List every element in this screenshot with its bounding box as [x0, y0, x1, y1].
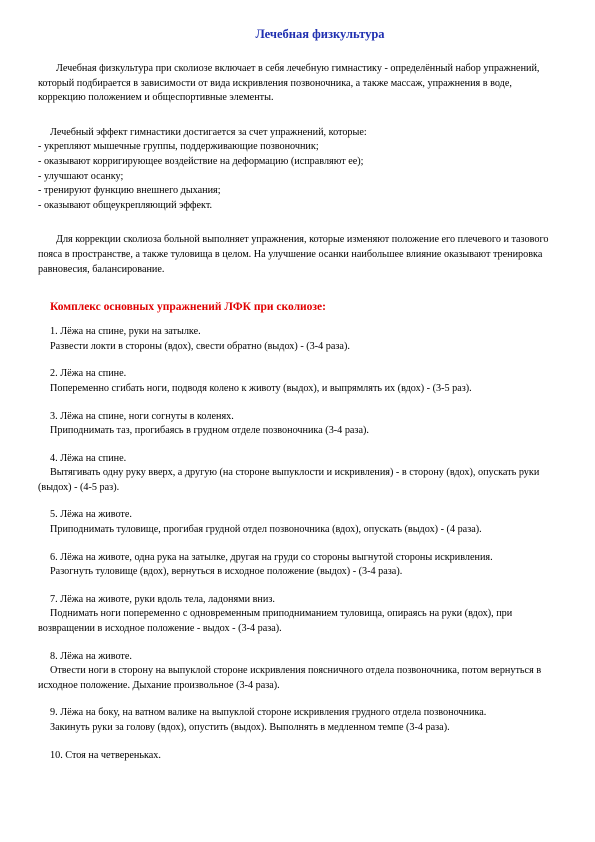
effect-section — [38, 126, 560, 214]
exercise-description: Поднимать ноги попеременно с одновременным приподниманием туловища, опираясь на руки (вдох), при возвращении в исходное положение - выдох - (3-4 раза). — [38, 608, 513, 635]
exercise-item — [38, 452, 560, 496]
exercise-item — [38, 508, 560, 537]
exercise-description: Попеременно сгибать ноги, подводя колено к животу (выдох), и выпрямлять их (вдох) - (3-5 раз). — [50, 382, 472, 394]
exercise-item — [38, 410, 560, 439]
complex-heading: Комплекс основных упражнений ЛФК при сколиозе: — [50, 301, 326, 314]
exercise-heading: 6. Лёжа на животе, одна рука на затылке, другая на груди со стороны выгнутой стороны искривления. — [50, 551, 493, 563]
exercise-description: Закинуть руки за голову (вдох), опустить (выдох). Выполнять в медленном темпе (3-4 раза). — [50, 722, 450, 733]
exercise-heading: 10. Стоя на четвереньках. — [50, 749, 161, 761]
effect-item: - укрепляют мышечные группы, поддерживающие позвоночник; — [38, 141, 319, 153]
exercise-description: Развести локти в стороны (вдох), свести обратно (выдох) - (3-4 раза). — [50, 340, 350, 352]
effect-lead: Лечебный эффект гимнастики достигается за счет упражнений, которые: — [50, 126, 367, 138]
exercise-heading: 4. Лёжа на спине. — [50, 452, 127, 464]
effect-item: - оказывают общеукрепляющий эффект. — [38, 199, 213, 211]
exercise-heading: 3. Лёжа на спине, ноги согнуты в коленях. — [50, 410, 234, 422]
exercise-description: Разогнуть туловище (вдох), вернуться в исходное положение (выдох) - (3-4 раза). — [50, 566, 403, 578]
document-title: Лечебная физкультура — [255, 27, 385, 41]
exercise-heading: 7. Лёжа на животе, руки вдоль тела, ладонями вниз. — [50, 593, 275, 605]
exercise-item — [38, 706, 560, 735]
exercise-item — [38, 367, 560, 396]
exercise-description: Отвести ноги в сторону на выпуклой стороне искривления поясничного отдела позвоночника, потом вернуться в исходное положение. Дыхание произвольное (3-4 раза). — [38, 665, 542, 691]
exercise-item — [38, 551, 560, 580]
effect-item: - оказывают корригирующее воздействие на деформацию (исправляют ее); — [38, 155, 364, 167]
correction-paragraph: Для коррекции сколиоза больной выполняет упражнения, которые изменяют положение его плечевого и тазового пояса в пространстве, а также туловища в целом. На улучшение осанки наибольшее влияние оказывают тренировка равновесия, балансирование. — [38, 234, 549, 275]
exercise-item — [38, 593, 560, 637]
intro-paragraph: Лечебная физкультура при сколиозе включает в себя лечебную гимнастику - определённый набор упражнений, который подбирается в зависимости от вида искривления позвоночника, а также массаж, упражнения в воде, коррекцию положением и общеспортивные элементы. — [38, 63, 540, 104]
exercise-description: Приподнимать таз, прогибаясь в грудном отделе позвоночника (3-4 раза). — [50, 425, 369, 437]
exercise-item — [38, 325, 560, 354]
exercise-heading: 2. Лёжа на спине. — [50, 368, 127, 380]
exercise-heading: 1. Лёжа на спине, руки на затылке. — [50, 326, 201, 338]
exercise-heading: 9. Лёжа на боку, на ватном валике на выпуклой стороне искривления грудного отдела позвоночника. — [50, 707, 487, 719]
effect-item: - тренируют функцию внешнего дыхания; — [38, 185, 221, 197]
exercise-heading: 5. Лёжа на животе. — [50, 509, 132, 521]
exercise-item — [38, 749, 560, 764]
exercise-description: Вытягивать одну руку вверх, а другую (на стороне выпуклости и искривления) - в сторону (вдох), опускать руки (выдох) - (4-5 раз). — [38, 467, 540, 493]
exercise-description: Приподнимать туловище, прогибая грудной отдел позвоночника (вдох), опускать (выдох) - (4 раза). — [50, 524, 482, 536]
effect-item: - улучшают осанку; — [38, 170, 124, 182]
exercise-heading: 8. Лёжа на животе. — [50, 650, 132, 662]
document-page — [38, 26, 560, 776]
exercise-item — [38, 650, 560, 694]
